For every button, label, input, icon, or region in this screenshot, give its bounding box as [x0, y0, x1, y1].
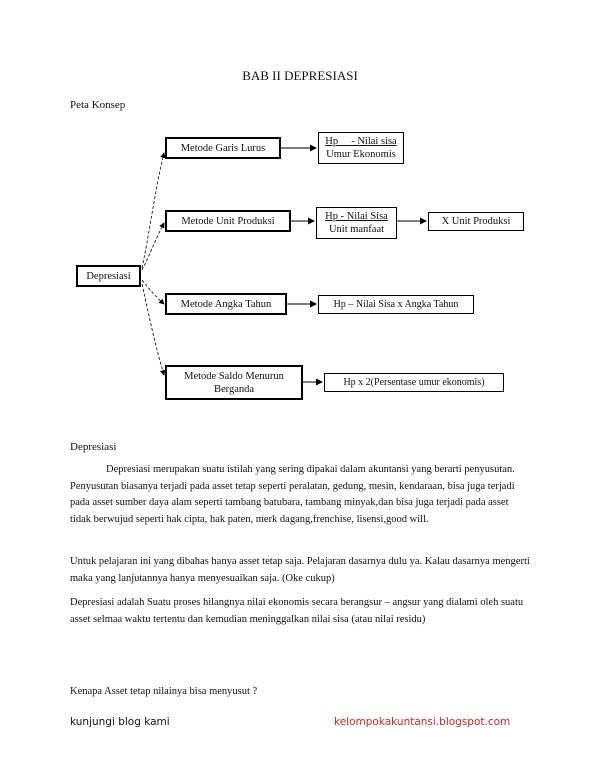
branch-line-3 [142, 280, 164, 304]
formula-node-unit-produksi-multiplier: X Unit Produksi [428, 212, 524, 231]
footer-left-text: kunjungi blog kami [70, 716, 170, 728]
paragraph-3: Depresiasi adalah Suatu proses hilangnya nilai ekonomis secara berangsur – angsur yang dialami oleh suatu asset selmaa waktu tertentu dan kemudian meninggalkan nilai sisa (atau nilai residu) [70, 597, 524, 625]
formula-node-unit-produksi [316, 207, 397, 239]
section-heading: Depresiasi [70, 441, 117, 453]
formula-node-angka-tahun: Hp – Nilai Sisa x Angka Tahun [318, 295, 474, 314]
method-node-saldo-menurun: Metode Saldo Menurun Berganda [165, 365, 303, 400]
page-title: BAB II DEPRESIASI [242, 68, 358, 83]
method-node-angka-tahun: Metode Angka Tahun [165, 293, 287, 315]
concept-map-label: Peta Konsep [70, 99, 126, 111]
method-node-garis-lurus: Metode Garis Lurus [165, 137, 281, 159]
method-node-unit-produksi: Metode Unit Produksi [165, 210, 291, 232]
formula-denominator: Unit manfaat [328, 224, 385, 235]
branch-line-1 [142, 153, 164, 268]
paragraph-1: Depresiasi merupakan suatu istilah yang sering dipakai dalam akuntansi yang berarti penyusutan. Penyusutan biasanya terjadi pada asset tetap seperti peralatan, gedung, mesin, kendaraan, bisa juga terjadi pada asset sumber daya alam seperti tambang batubara, tambang minyak,dan bisa juga terjadi pada asset tidak berwujud seperti hak cipta, hak paten, merk dagang,frenchise, lisensi,good will. [70, 464, 515, 525]
formula-denominator: Umur Ekonomis [326, 149, 396, 160]
formula-numerator: Hp - Nilai sisa [325, 136, 397, 147]
formula-node-saldo-menurun: Hp x 2(Persentase umur ekonomis) [324, 373, 504, 392]
root-node-depresiasi: Depresiasi [76, 265, 141, 287]
question-text: Kenapa Asset tetap nilainya bisa menyusut ? [70, 686, 258, 697]
branch-line-2 [142, 223, 164, 270]
formula-numerator: Hp - Nilai Sisa [325, 211, 388, 222]
branch-line-4 [142, 284, 164, 375]
paragraph-2: Untuk pelajaran ini yang dibahas hanya asset tetap saja. Pelajaran dasarnya dulu ya. Kalau dasarnya mengerti maka yang lanjutannya hanya menyesuaikan saja. (Oke cukup) [70, 556, 530, 584]
formula-node-garis-lurus [318, 132, 404, 164]
footer-blog-link[interactable]: kelompokakuntansi.blogspot.com [334, 716, 511, 728]
